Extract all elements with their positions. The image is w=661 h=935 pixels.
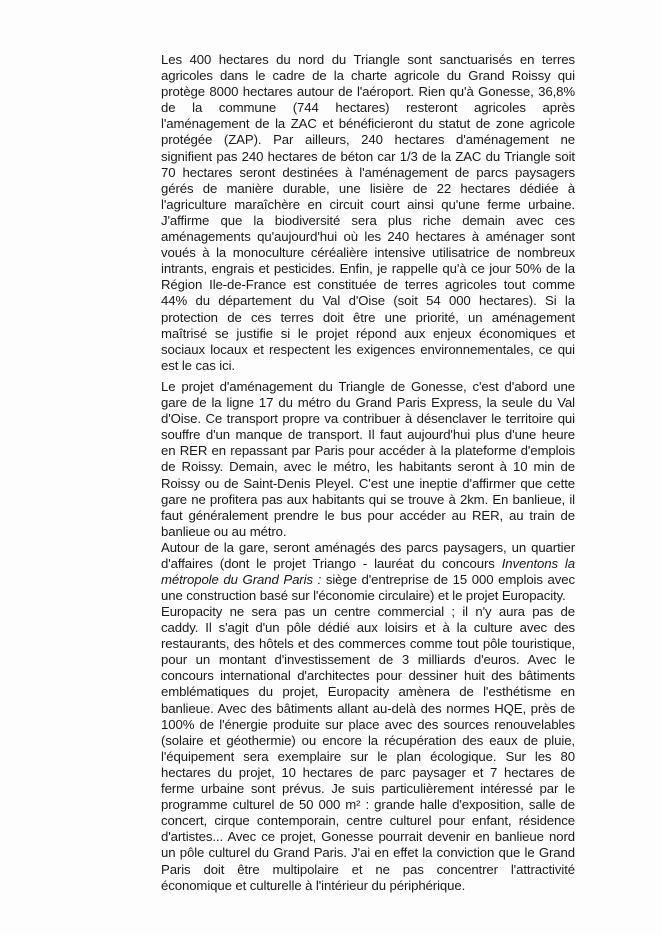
text-line-with-italic	[161, 572, 575, 588]
text-line: l'équipement sera exemplaire sur le plan écologique. Sur les 80	[161, 748, 575, 764]
text-line: concours international d'architectes pour dessiner huit des bâtiments	[161, 668, 575, 684]
text-line: 70 hectares seront destinées à l'aménagement de parcs paysagers	[161, 164, 575, 180]
text-line: Autour de la gare, seront aménagés des parcs paysagers, un quartier	[161, 539, 575, 555]
text-line: souffre d'un manque de transport. Il faut aujourd'hui plus d'une heure	[161, 427, 575, 443]
text-line: Région Ile-de-France est constituée de terres agricoles tout comme	[161, 277, 575, 293]
paragraph-transport	[161, 379, 575, 604]
text-line: emblématiques du projet, Europacity amènera de l'esthétisme en	[161, 684, 575, 700]
text-line: de Roissy. Demain, avec le métro, les habitants seront à 10 min de	[161, 459, 575, 475]
text-fragment: d'affaires (dont le projet Triango - lauréat du concours	[161, 556, 502, 572]
text-line: agricoles dans le cadre de la charte agricole du Grand Roissy qui	[161, 68, 575, 84]
text-line: Les 400 hectares du nord du Triangle sont sanctuarisés en terres	[161, 52, 575, 67]
text-line: protège 8000 hectares autour de l'aéroport. Rien qu'à Gonesse, 36,8%	[161, 84, 575, 100]
text-line: est le cas ici.	[161, 357, 235, 373]
text-line: Europacity ne sera pas un centre commercial ; il n'y aura pas de	[161, 604, 575, 619]
text-line: sociaux locaux et respectent les exigences environnementales, ce qui	[161, 341, 575, 357]
text-line: aménagements qu'aujourd'hui où les 240 hectares à aménager sont	[161, 229, 575, 245]
text-line: 44% du département du Val d'Oise (soit 54 000 hectares). Si la	[161, 293, 575, 309]
text-line: économique et culturelle à l'intérieur du périphérique.	[161, 877, 466, 893]
text-line: ferme urbaine sont prévus. Je suis particulièrement intéressé par le	[161, 781, 575, 797]
text-line: de la commune (744 hectares) resteront agricoles après	[161, 100, 575, 116]
text-line: une construction basé sur l'économie circulaire) et le projet Europacity.	[161, 588, 566, 604]
text-line-with-italic	[161, 556, 575, 572]
text-line: intrants, engrais et pesticides. Enfin, je rappelle qu'à ce jour 50% de la	[161, 261, 575, 277]
italic-fragment: Inventons la	[501, 556, 575, 572]
text-line: l'aménagement de la ZAC et bénéficieront du statut de zone agricole	[161, 116, 575, 132]
text-line: gérés de manière durable, une lisière de 22 hectares dédiée à	[161, 180, 575, 196]
text-line: pour un montant d'investissement de 3 milliards d'euros. Avec le	[161, 652, 575, 668]
text-line: hectares du projet, 10 hectares de parc paysager et 7 hectares de	[161, 764, 575, 780]
text-line: un pôle culturel du Grand Paris. J'ai en effet la conviction que le Grand	[161, 845, 575, 861]
text-line: J'affirme que la biodiversité sera plus riche demain avec ces	[161, 212, 575, 228]
text-line: Le projet d'aménagement du Triangle de Gonesse, c'est d'abord une	[161, 379, 575, 394]
text-line: restaurants, des hôtels et des commerces comme tout pôle touristique,	[161, 636, 575, 652]
text-line: banlieue ou au métro.	[161, 523, 287, 539]
text-line: caddy. Il s'agit d'un pôle dédié aux loisirs et à la culture avec des	[161, 620, 575, 636]
text-line: Roissy ou de Saint-Denis Pleyel. C'est une ineptie d'affirmer que cette	[161, 475, 575, 491]
paragraph-agricultural-land	[161, 52, 575, 374]
text-fragment: siège d'entreprise de 15 000 emplois avec	[321, 572, 575, 588]
text-line: signifient pas 240 hectares de béton car 1/3 de la ZAC du Triangle soit	[161, 148, 575, 164]
text-line: protégée (ZAP). Par ailleurs, 240 hectares d'aménagement ne	[161, 132, 575, 148]
text-line: en RER en repassant par Paris pour accéder à la plateforme d'emplois	[161, 443, 575, 459]
text-line: faut généralement prendre le bus pour accéder au RER, au train de	[161, 507, 575, 523]
text-line: d'Oise. Ce transport propre va contribuer à désenclaver le territoire qui	[161, 411, 575, 427]
text-line: gare de la ligne 17 du métro du Grand Paris Express, la seule du Val	[161, 395, 575, 411]
text-line: 100% de l'énergie produite sur place avec des sources renouvelables	[161, 716, 575, 732]
text-line: concert, cirque contemporain, centre culturel pour enfant, résidence	[161, 813, 575, 829]
text-line: gare ne profitera pas aux habitants qui se trouve à 2km. En banlieue, il	[161, 491, 575, 507]
text-line: (solaire et géothermie) ou encore la récupération des eaux de pluie,	[161, 732, 575, 748]
text-line: Paris doit être multipolaire et ne pas concentrer l'attractivité	[161, 861, 575, 877]
text-line: banlieue. Avec des bâtiments allant au-delà des normes HQE, près de	[161, 700, 575, 716]
text-line: maîtrisé se justifie si le projet répond aux enjeux économiques et	[161, 325, 575, 341]
text-line: protection de ces terres doit être une priorité, un aménagement	[161, 309, 575, 325]
text-line: programme culturel de 50 000 m² : grande halle d'exposition, salle de	[161, 797, 575, 813]
text-line: l'agriculture maraîchère en circuit court ainsi qu'une ferme urbaine.	[161, 196, 575, 212]
text-line: voués à la monoculture céréalière intensive utilisatrice de nombreux	[161, 245, 575, 261]
paragraph-europacity	[161, 604, 575, 894]
text-line: d'artistes... Avec ce projet, Gonesse pourrait devenir en banlieue nord	[161, 829, 575, 845]
italic-fragment: métropole du Grand Paris :	[161, 572, 322, 588]
